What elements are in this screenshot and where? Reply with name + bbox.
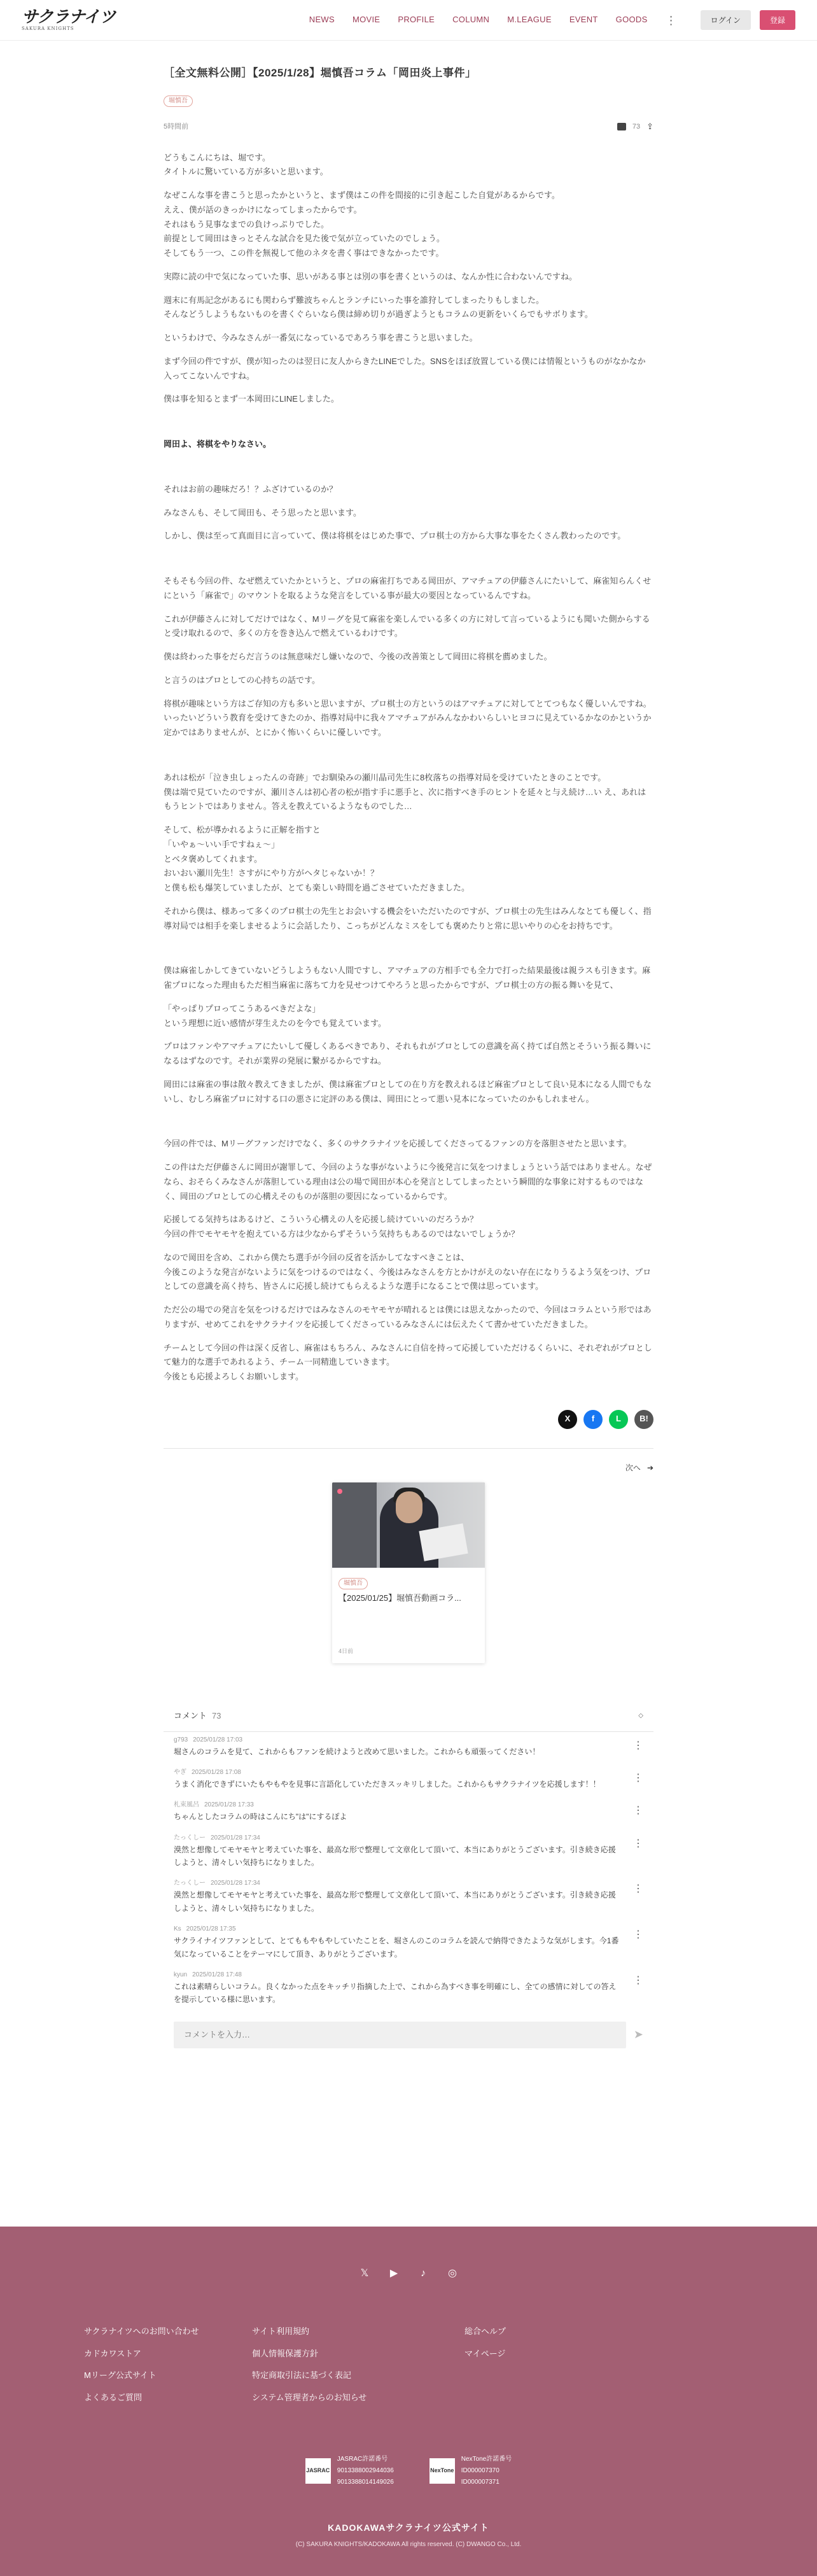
comment-count: 73	[632, 122, 641, 130]
comment-user: たっくしー	[174, 1834, 206, 1841]
footer-links	[84, 2325, 733, 2405]
nextone-license	[429, 2454, 512, 2488]
logo-text: サクラナイツ	[22, 8, 116, 27]
article-paragraph: そもそも今回の件、なぜ燃えていたかというと、プロの麻雀打ちである岡田が、アマチュアの伊藤さんにたいして、麻雀知らんくせにという「麻雀で」のマウントを取るような発言をしている事が最大の要因となっているんですね。	[164, 576, 652, 600]
article-paragraph: そんなどうしようもないものを書くぐらいなら僕は締め切りが過ぎようともコラムの更新をいくらでもサボります。	[164, 309, 593, 320]
license-info	[0, 2454, 817, 2488]
article-paragraph: タイトルに驚いている方が多いと思います。	[164, 167, 328, 177]
jasrac-logo: JASRAC	[305, 2458, 331, 2484]
article-paragraph: という理想に近い感情が芽生えたのを今でも覚えています。	[164, 1018, 386, 1028]
copyright: (C) SAKURA KNIGHTS/KADOKAWA All rights reserved. (C) DWANGO Co., Ltd.	[295, 2541, 522, 2549]
posted-time: 5時間前	[164, 122, 189, 130]
article-paragraph: 僕は事を知るとまず一本岡田にLINEしました。	[164, 394, 339, 404]
article-paragraph: 僕は麻雀しかしてきていないどうしようもない人間ですし、アマチュアの方相手でも全力で打った結果最後は親ラスも引きます。麻雀プロになった理由もただ相当麻雀に落ちて力を見せつけてやろうと思ったからですが、プロ棋士の方の振る舞いを見て、	[164, 966, 651, 990]
footer-link-faq[interactable]: よくあるご質問	[84, 2393, 143, 2403]
article-paragraph: しかし、僕は至って真面目に言っていて、僕は将棋をはじめた事で、プロ棋士の方から大事な事をたくさん教わったのです。	[164, 531, 626, 541]
article-paragraph: それから僕は、様あって多くのプロ棋士の先生とお会いする機会をいただいたのですが、プロ棋士の先生はみんなとても優しく、指導対局では相手を楽しませるように会話したり、こっちがどんなミスをしても褒めたりと常に思いやりの心をお持ちです。	[164, 906, 652, 931]
comment-user: やぎ	[174, 1768, 186, 1776]
comment-item	[164, 1830, 653, 1876]
article-paragraph: まず今回の件ですが、僕が知ったのは翌日に友人からきたLINEでした。SNSをほぼ放置している僕には情報というものがなかなか入ってこないんですね。	[164, 356, 646, 381]
article-paragraph: 「いやぁ〜いい手ですねぇ〜」	[164, 839, 280, 849]
footer-site-title: KADOKAWAサクラナイツ公式サイト	[328, 2522, 489, 2533]
logo-subtitle: SAKURA KNIGHTS	[22, 26, 74, 31]
comment-text: これは素晴らしいコラム。良くなかった点をキッチリ指摘した上で、これから為すべき事を明確にし、全ての感情に対しての答えを提示している様に思います。	[174, 1982, 617, 2004]
expand-toggle-icon[interactable]: ◇	[638, 1712, 643, 1720]
comment-user: kyun	[174, 1971, 188, 1979]
share-icon[interactable]: ⇪	[646, 121, 653, 131]
article-paragraph: 岡田には麻雀の事は散々教えてきましたが、僕は麻雀プロとしての在り方を教えれるほど麻雀プロとして良い見本になる人間でもないし、むしろ麻雀プロに対する口の悪さに定評のある僕は、岡田にとって悪い見本になっていたのかもしれません。	[164, 1079, 652, 1104]
article-paragraph: 今回の件では、Mリーグファンだけでなく、多くのサクラナイツを応援してくださってるファンの方を落胆させたと思います。	[164, 1139, 632, 1149]
article-paragraph: 僕は終わった事をだらだ言うのは無意味だし嫌いなので、今後の改善策として岡田に将棋を薦めました。	[164, 652, 552, 661]
comment-text: 漠然と想像してモヤモヤと考えていた事を、最高な形で整理して文章化して頂いて、本当にありがとうございます。引き続き応援しようと、清々しい気持ちになりました。	[174, 1845, 616, 1868]
comment-date: 2025/01/28 17:03	[193, 1736, 243, 1743]
article-paragraph: この件はただ伊藤さんに岡田が謝罪して、今回のような事がないように今後発言に気をつけましょうという話ではありません。なぜなら、おそらくみなさんが落胆している理由は公の場で岡田が本心を発言としてしまったという瞬間的な事象に対するものではなく、岡田のプロとしての心構えそのものが落胆の要因になっているからです。	[164, 1162, 652, 1201]
comment-item	[164, 1732, 653, 1764]
comments-header[interactable]	[164, 1701, 653, 1732]
tiktok-icon[interactable]: ♪	[421, 2267, 426, 2279]
article-paragraph: みなさんも、そして岡田も、そう思ったと思います。	[164, 507, 361, 517]
footer-link-contact[interactable]: サクラナイツへのお問い合わせ	[84, 2326, 199, 2336]
article-paragraph: それはもう見事なまでの負けっぷりでした。	[164, 219, 330, 229]
comment-text: うまく消化できずにいたもやもやを見事に言語化していただきスッキリしました。これからもサクラナイツを応援します！！	[174, 1779, 601, 1789]
article-paragraph: 将棋が趣味という方はご存知の方も多いと思いますが、プロ棋士の方というのはアマチュアに対してとてつもなく優しいんですね。いったいどういう教育を受けてきたのか、指導対局中に我々アマチュアがみんなかわいらしいヒヨコに見えているかなのかというか定かではありませんが、とにかく怖いくらいに優しいです。	[164, 698, 652, 737]
comment-item	[164, 1921, 653, 1967]
nextone-number: ID000007370	[461, 2467, 499, 2474]
article-paragraph: プロはファンやアマチュアにたいして優しくあるべきであり、それもれがプロとしての意識を高く持てば自然とそういう振る舞いになるはずなのです。それが業界の発展に繋がるからですね。	[164, 1041, 652, 1066]
comment-meta	[174, 1735, 622, 1745]
article-paragraph: 前提として岡田はきっとそんな試合を見た後で気が立っていたのでしょう。	[164, 234, 445, 244]
article-paragraph: 週末に有馬記念があるにも関わらず難波ちゃんとランチにいった事を誰狩してしまったりもしました。	[164, 295, 545, 305]
share-x-icon[interactable]: X	[558, 1410, 577, 1429]
article-paragraph: そしてもう一つ、この件を無視して他のネタを書く事はできなかったです。	[164, 248, 444, 258]
comments-label: コメント	[174, 1710, 207, 1721]
social-links	[0, 2265, 817, 2283]
send-icon[interactable]: ➤	[633, 2028, 643, 2041]
article-paragraph: それはお前の趣味だろ！？ふざけているのか？	[164, 484, 338, 494]
next-article-nav[interactable]	[164, 1461, 653, 1475]
article-paragraph: 僕は端で見ていたのですが、瀬川さんは初心者の松が指す手に悪手と、次に指すべき手のヒントを延々と与え続け…い え、あれはもうヒントではありません。答えを教えているようなものでした…	[164, 787, 646, 812]
main-nav	[309, 10, 795, 30]
footer-link-mypage[interactable]: マイページ	[464, 2348, 506, 2358]
comment-user: Ks	[174, 1925, 181, 1933]
comment-meta	[174, 1969, 622, 1980]
article-paragraph: そして、松が導かれるように正解を指すと	[164, 825, 321, 834]
comment-date: 2025/01/28 17:34	[211, 1880, 260, 1887]
article	[164, 41, 653, 2048]
comment-user: たっくしー	[174, 1880, 206, 1887]
comment-item	[164, 1764, 653, 1797]
comment-menu-icon[interactable]: ⋮	[633, 1740, 643, 1751]
nextone-logo: NexTone	[429, 2458, 455, 2484]
instagram-icon[interactable]: ◎	[448, 2267, 457, 2279]
next-article-tag: 堀慎吾	[339, 1578, 368, 1589]
comment-meta	[174, 1878, 622, 1889]
article-body	[164, 151, 653, 1384]
comment-date: 2025/01/28 17:34	[211, 1834, 260, 1841]
jasrac-number: 9013388002944036	[337, 2467, 394, 2474]
site-logo[interactable]	[22, 9, 115, 31]
article-paragraph: どうもこんにちは、堀です。	[164, 152, 270, 162]
footer-link-help[interactable]: 総合ヘルプ	[464, 2326, 506, 2336]
x-icon[interactable]: 𝕏	[360, 2267, 369, 2279]
nextone-number: ID000007371	[461, 2478, 499, 2486]
comment-date: 2025/01/28 17:33	[204, 1801, 254, 1809]
nav-profile[interactable]: PROFILE	[398, 15, 435, 25]
article-paragraph: 今後とも応援よろしくお願いします。	[164, 1372, 304, 1381]
article-paragraph: 実際に読の中で気になっていた事、思いがある事とは別の事を書くというのは、なんか性に合わないんですね。	[164, 271, 578, 281]
nav-goods[interactable]: GOODS	[615, 15, 648, 25]
nav-news[interactable]: NEWS	[309, 15, 335, 25]
article-paragraph: ええ、僕が話のきっかけになってしまったからです。	[164, 204, 362, 215]
article-paragraph: と僕も松も爆笑していましたが、とても楽しい時間を過ごさせていただきました。	[164, 883, 470, 892]
comment-meta	[174, 1924, 622, 1934]
article-paragraph: なので岡田を含め、これから僕たち選手が今回の反省を活かしてなすべきことは、	[164, 1252, 470, 1262]
share-buttons	[164, 1410, 653, 1429]
author-tag[interactable]: 堀慎吾	[164, 95, 193, 107]
comment-item	[164, 1875, 653, 1921]
comment-text: サクライナイツファンとして、とてももやもやしていたことを、堀さんのこのコラムを読んで納得できたような気がします。今1番気になっていることをテーマにして頂き、ありがとうございます。	[174, 1936, 619, 1959]
nav-mleague[interactable]: M.LEAGUE	[507, 15, 552, 25]
youtube-icon[interactable]: ▶	[389, 2267, 398, 2279]
comments-section	[164, 1701, 653, 2048]
nav-movie[interactable]: MOVIE	[352, 15, 381, 25]
jasrac-title: JASRAC許諾番号	[337, 2455, 388, 2463]
comment-menu-icon[interactable]: ⋮	[633, 1883, 643, 1895]
article-paragraph: 今後このような発言がないように気をつけるのではなく、今後はみなさんを方とかけがえのない存在になりうるよう気をつけ、プロとしての意識を高く持ち、皆さんに応援し続けてもらえるような選手になることで僕は思っています。	[164, 1267, 652, 1292]
article-paragraph: チームとして今回の件は深く反省し、麻雀はもちろん、みなさんに自信を持って応援していただけるくらいに、それぞれがプロとして魅力的な選手であれるよう、チーム一同精進していきます。	[164, 1342, 652, 1367]
comment-date: 2025/01/28 17:48	[192, 1971, 242, 1979]
share-line-icon[interactable]: L	[609, 1410, 628, 1429]
nav-event[interactable]: EVENT	[569, 15, 598, 25]
next-label: 次へ	[625, 1463, 641, 1472]
article-paragraph: 「やっぱりプロってこうあるべきだよな」	[164, 1003, 321, 1013]
article-paragraph: 今回の件でモヤモヤを抱えている方は少なからずそういう気持ちもあるのではないでしょうか？	[164, 1229, 520, 1239]
comment-menu-icon[interactable]: ⋮	[633, 1838, 643, 1849]
article-paragraph: あれは松が「泣き虫しょったんの奇跡」でお馴染みの瀬川晶司先生に8枚落ちの指導対局を受けていたときのことです。	[164, 772, 606, 782]
article-paragraph: これが伊藤さんに対してだけではなく、Mリーグを見て麻雀を楽しんでいる多くの方に対して言っているようにも聞いた側からすると受け取れるので、多くの方を巻き込んで燃えているわけです。	[164, 614, 650, 638]
article-paragraph: と言うのはプロとしての心持ちの話です。	[164, 675, 320, 685]
section-heading: 岡田よ、将棋をやりなさい。	[164, 439, 272, 449]
article-paragraph: おいおい瀬川先生！さすがにやり方がヘタじゃないか！？	[164, 868, 379, 878]
footer-link-notices[interactable]: システム管理者からのお知らせ	[252, 2393, 367, 2403]
comment-item	[164, 1797, 653, 1829]
comment-user: g793	[174, 1736, 188, 1743]
share-hatena-icon[interactable]: B!	[634, 1410, 653, 1429]
comment-item	[164, 1967, 653, 2013]
divider	[164, 1448, 653, 1449]
site-footer	[0, 2227, 817, 2576]
arrow-right-icon: ➔	[646, 1463, 653, 1472]
article-paragraph: ただ公の場での発言を気をつけるだけではみなさんのモヤモヤが晴れるとは僕には思えなかったので、今回はコラムという形ではありますが、せめてこれをサクラナイツを応援してくださっているみなさんには伝えたくて書かせていただきました。	[164, 1305, 652, 1329]
pin-icon	[337, 1489, 342, 1494]
comments-count: 73	[212, 1710, 221, 1721]
comment-date: 2025/01/28 17:35	[186, 1925, 236, 1933]
comment-list	[164, 1732, 653, 2013]
comment-menu-icon[interactable]: ⋮	[633, 1805, 643, 1817]
footer-link-terms[interactable]: サイト利用規約	[252, 2326, 310, 2336]
comment-icon[interactable]	[617, 123, 626, 130]
comment-text: 堀さんのコラムを見て、これからもファンを続けようと改めて思いました。これからも頑張ってください！	[174, 1747, 540, 1756]
share-facebook-icon[interactable]: f	[583, 1410, 603, 1429]
comment-text: 漠然と想像してモヤモヤと考えていた事を、最高な形で整理して文章化して頂いて、本当にありがとうございます。引き続き応援しようと、清々しい気持ちになりました。	[174, 1890, 616, 1913]
next-article-date: 4日前	[339, 1648, 354, 1654]
login-button[interactable]: ログイン	[701, 10, 751, 30]
article-meta	[164, 120, 653, 134]
article-paragraph: とベタ褒めしてくれます。	[164, 854, 262, 864]
footer-link-commerce[interactable]: 特定商取引法に基づく表記	[252, 2370, 352, 2381]
comment-text: ちゃんとしたコラムの時はこんにち"は"にするぽよ	[174, 1812, 347, 1822]
comment-date: 2025/01/28 17:08	[192, 1768, 241, 1776]
footer-link-store[interactable]: カドカワストア	[84, 2348, 141, 2358]
comment-menu-icon[interactable]: ⋮	[633, 1772, 643, 1784]
article-paragraph: 応援してる気持ちはあるけど、こういう心構えの人を応援し続けていいのだろうか？	[164, 1214, 478, 1225]
next-article-title: 【2025/01/25】堀慎吾動画コラ...	[339, 1593, 461, 1603]
article-title: ［全文無料公開］【2025/1/28】堀慎吾コラム「岡田炎上事件」	[164, 67, 477, 79]
comment-menu-icon[interactable]: ⋮	[633, 1929, 643, 1941]
comment-meta	[174, 1767, 622, 1778]
next-article-card[interactable]	[332, 1482, 485, 1663]
nextone-title: NexTone許諾番号	[461, 2455, 512, 2463]
next-article-thumbnail	[332, 1482, 485, 1568]
comment-meta	[174, 1799, 622, 1810]
comment-form	[164, 2013, 653, 2048]
comment-input[interactable]	[174, 2022, 626, 2048]
article-paragraph: というわけで、今みなさんが一番気になっているであろう事を書こうと思いました。	[164, 333, 478, 342]
comment-user: 札束風呂	[174, 1801, 199, 1809]
jasrac-number: 9013388014149026	[337, 2478, 394, 2486]
site-header	[0, 0, 817, 41]
nav-column[interactable]: COLUMN	[452, 15, 490, 25]
article-paragraph: なぜこんな事を書こうと思ったかというと、まず僕はこの件を間接的に引き起こした自覚があるからです。	[164, 190, 560, 200]
register-button[interactable]: 登録	[760, 10, 795, 30]
more-menu-icon[interactable]: ⋮	[665, 13, 678, 27]
footer-link-privacy[interactable]: 個人情報保護方針	[252, 2348, 319, 2358]
jasrac-license	[305, 2454, 394, 2488]
comment-meta	[174, 1833, 622, 1843]
comment-menu-icon[interactable]: ⋮	[633, 1975, 643, 1987]
footer-link-mleague[interactable]: Mリーグ公式サイト	[84, 2370, 157, 2381]
